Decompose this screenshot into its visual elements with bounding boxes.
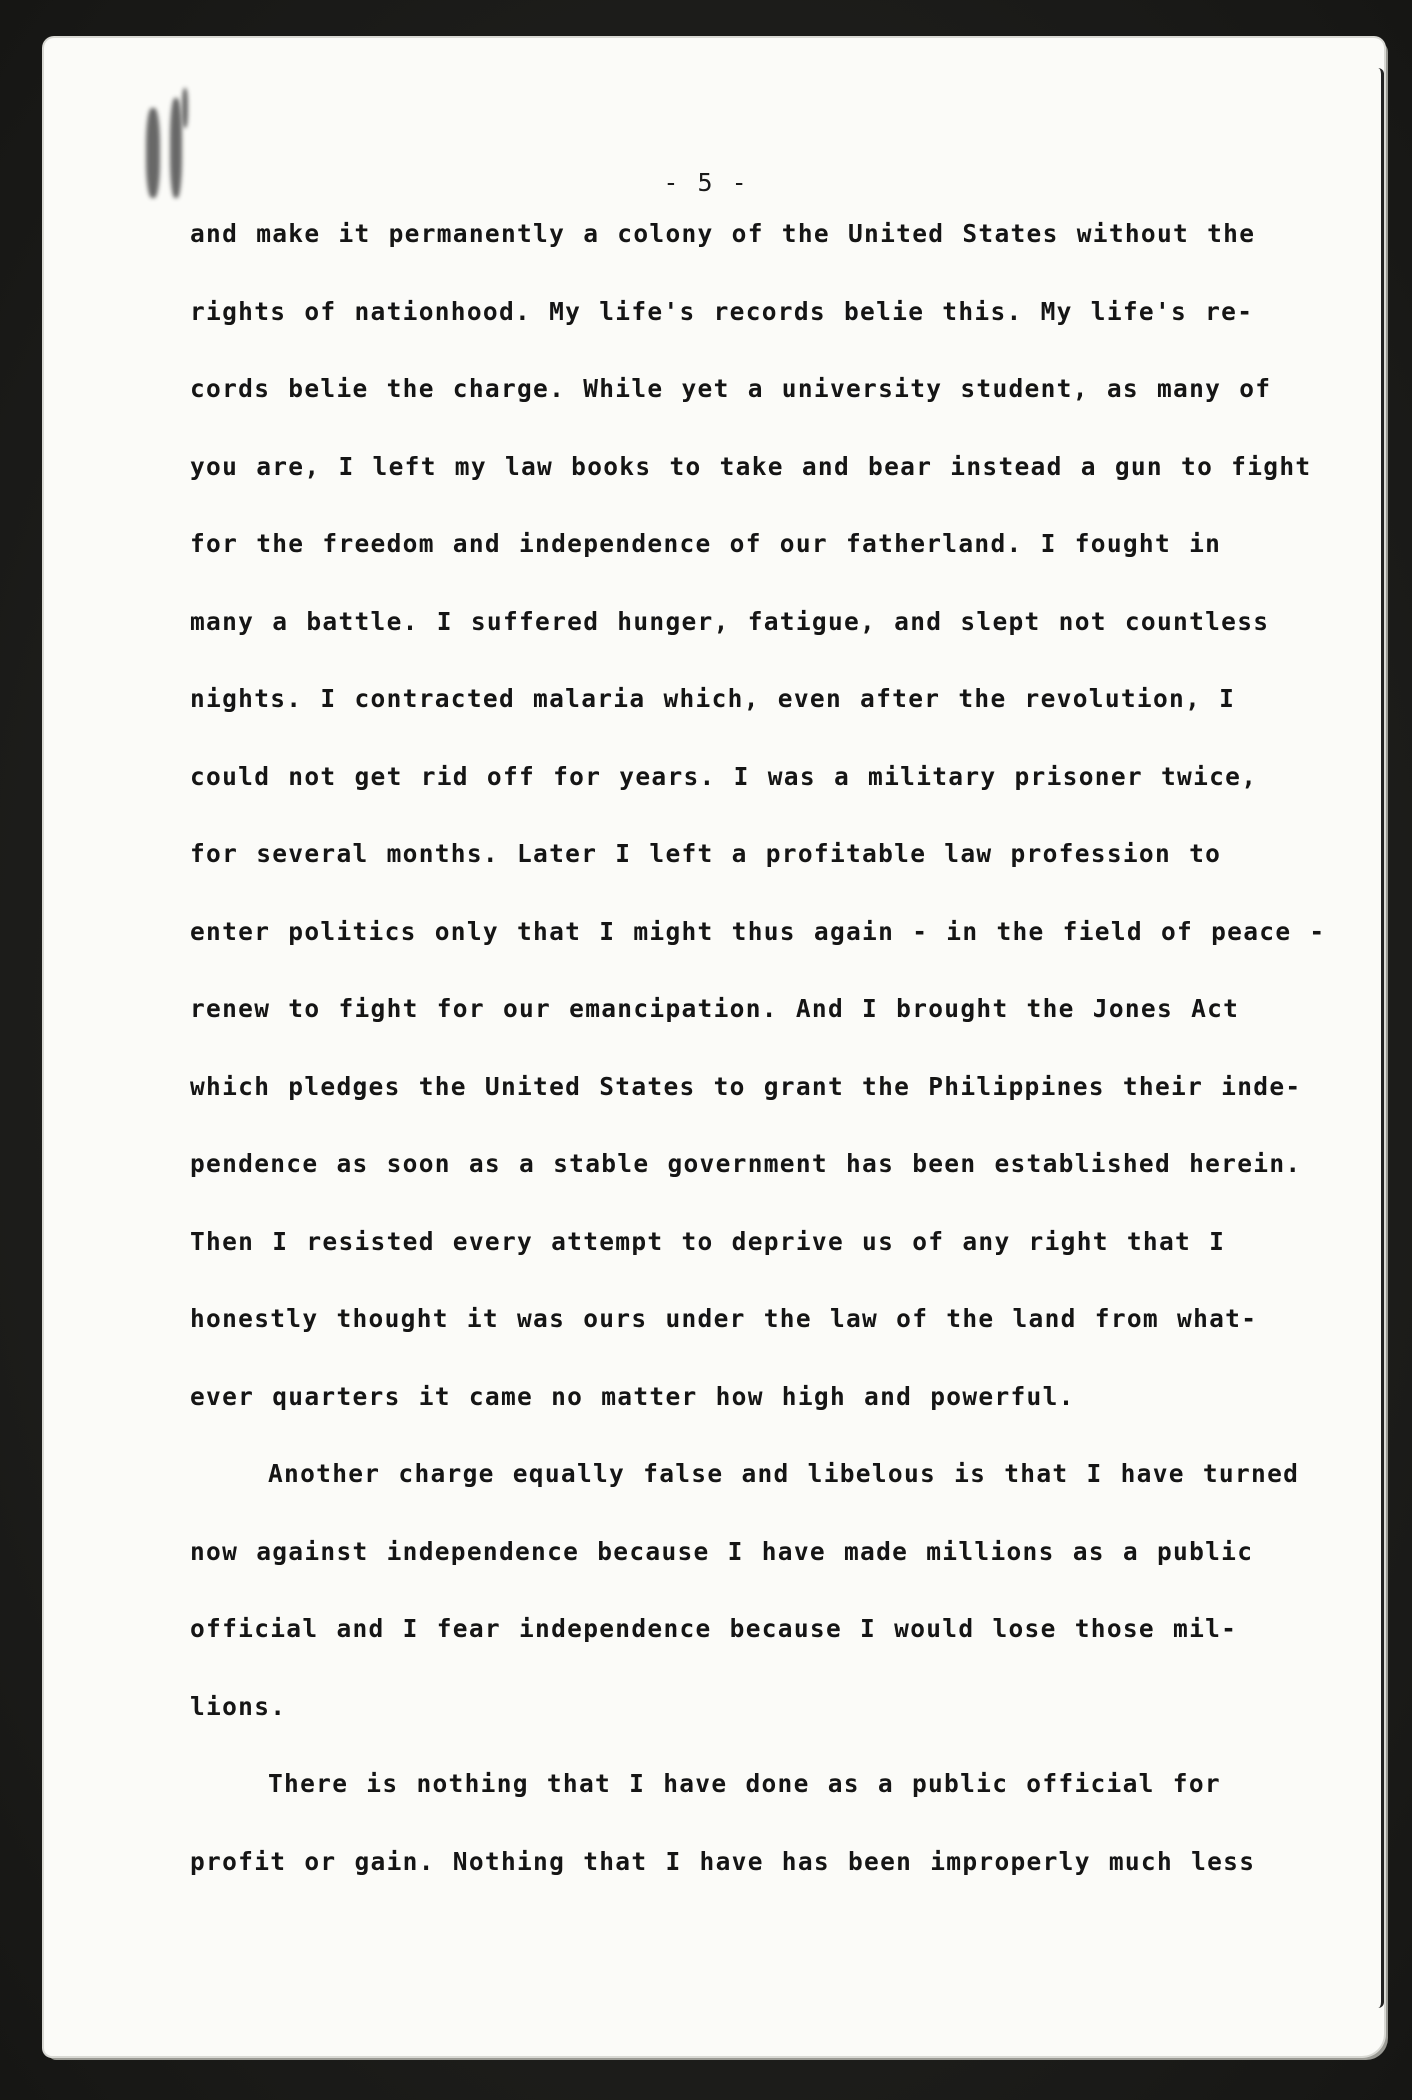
text-line: Another charge equally false and libelous is that I have turned [268,1459,1300,1488]
text-line: Then I resisted every attempt to deprive us of any right that I [190,1226,1226,1256]
text-line: you are, I left my law books to take and bear instead a gun to fight [190,451,1312,481]
page-number: - 5 - [663,168,749,197]
text-line: which pledges the United States to grant the Philippines their inde- [190,1071,1302,1101]
text-line: cords belie the charge. While yet a university student, as many of [190,374,1272,403]
text-line: nights. I contracted malaria which, even after the revolution, I [190,684,1236,713]
text-line: renew to fight for our emancipation. And I brought the Jones Act [190,994,1240,1023]
ink-smudge-mark [140,88,200,218]
text-line: rights of nationhood. My life's records belie this. My life's re- [190,296,1254,326]
text-line: profit or gain. Nothing that I have has been improperly much less [190,1846,1256,1876]
text-line: honestly thought it was ours under the law of the land from what- [190,1304,1258,1333]
text-line: lions. [190,1691,287,1721]
text-line: for the freedom and independence of our fatherland. I fought in [190,529,1222,558]
text-line: ever quarters it came no matter how high and powerful. [190,1381,1075,1411]
text-line: for several months. Later I left a profitable law profession to [190,839,1222,868]
text-line: There is nothing that I have done as a public official for [268,1769,1221,1798]
text-line: now against independence because I have made millions as a public [190,1536,1254,1566]
text-line: enter politics only that I might thus again - in the field of peace - [190,916,1326,946]
text-line: official and I fear independence because I would lose those mil- [190,1614,1238,1643]
page-edge-shadow [1367,68,1384,2008]
text-line: and make it permanently a colony of the United States without the [190,219,1256,248]
text-line: many a battle. I suffered hunger, fatigue, and slept not countless [190,606,1270,636]
text-line: pendence as soon as a stable government has been established herein. [190,1149,1302,1178]
document-body [190,212,1326,1917]
text-line: could not get rid off for years. I was a military prisoner twice, [190,761,1258,791]
